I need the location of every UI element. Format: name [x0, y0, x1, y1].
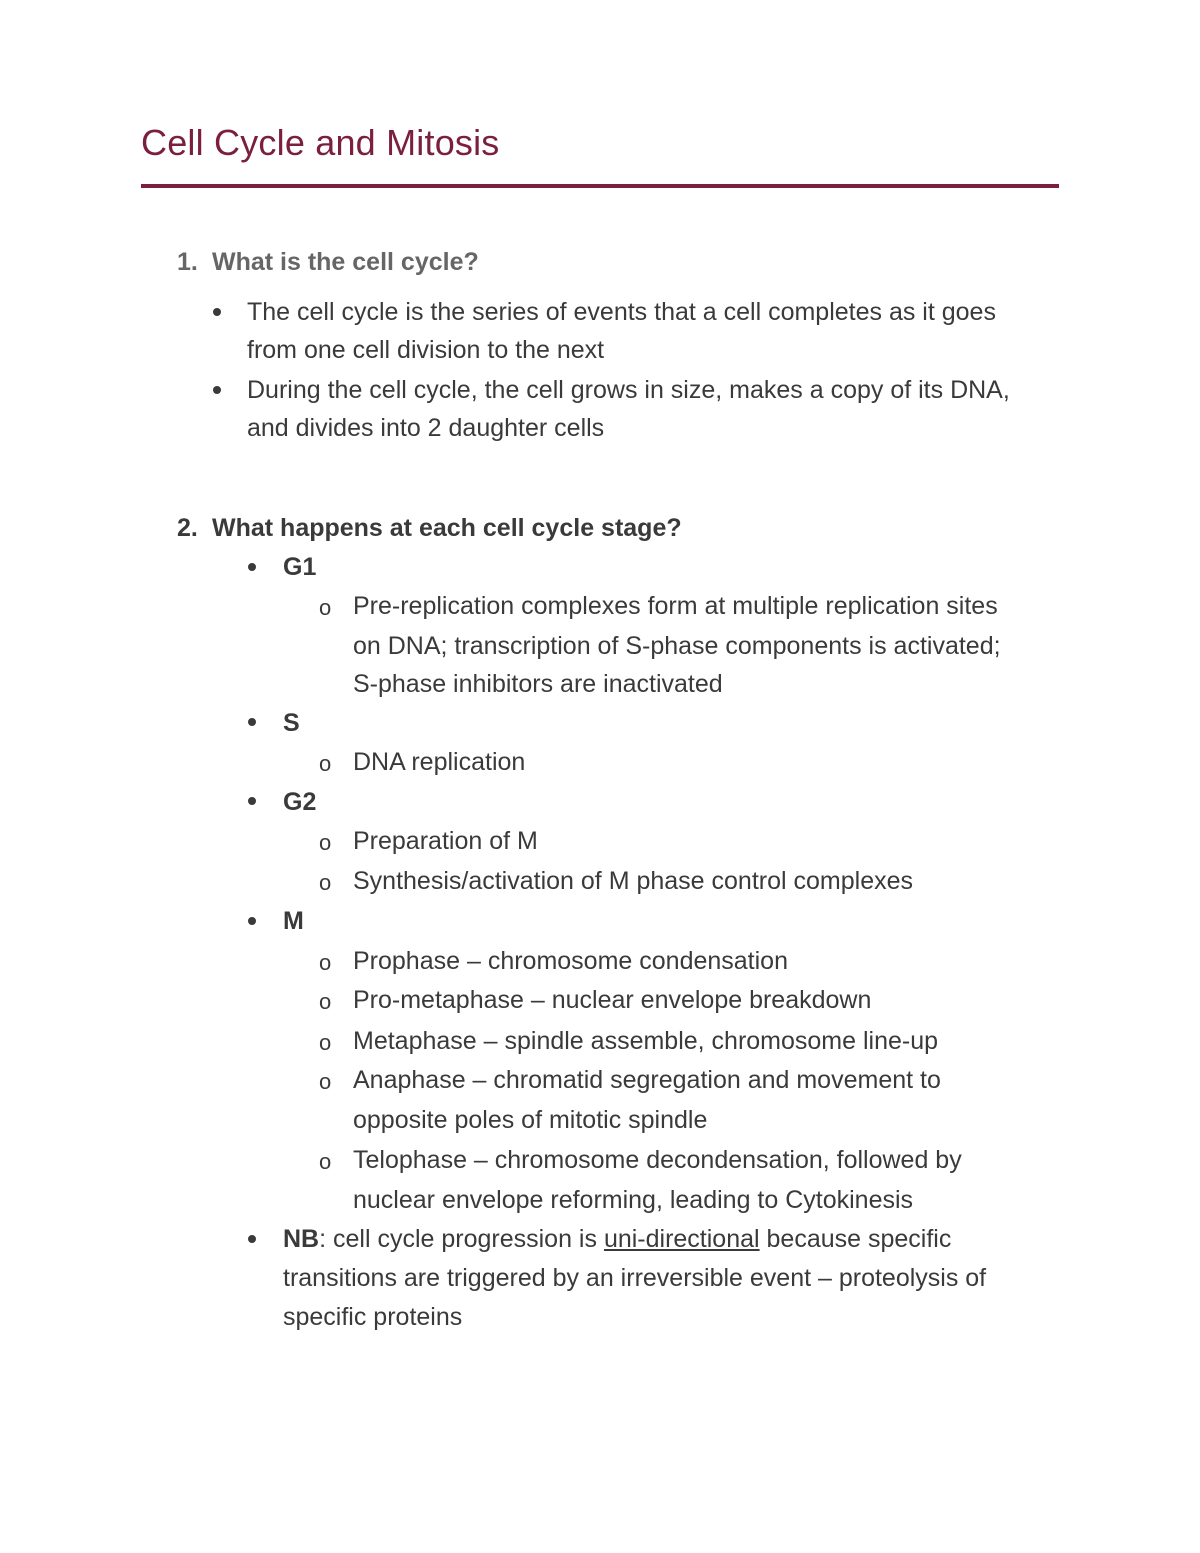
g1-item-1-line-2: on DNA; transcription of S-phase components is activated;: [353, 632, 1001, 660]
stage-label-m: M: [283, 907, 304, 935]
bullet-icon: [248, 1235, 256, 1243]
s1-bullet-1-line-2: from one cell division to the next: [247, 336, 605, 364]
g1-item-1-line-3: S-phase inhibitors are inactivated: [353, 670, 723, 698]
note-text-before: : cell cycle progression is: [319, 1225, 604, 1253]
sub-bullet-icon: o: [319, 1069, 332, 1094]
note-line-2: transitions are triggered by an irreversible event – proteolysis of: [283, 1264, 987, 1292]
section-2-question: What happens at each cell cycle stage?: [212, 514, 682, 542]
stage-label-g1: G1: [283, 553, 317, 581]
sub-bullet-icon: o: [319, 989, 332, 1014]
m-item-telophase-line-1: Telophase – chromosome decondensation, followed by: [353, 1146, 962, 1174]
page-title: Cell Cycle and Mitosis: [141, 122, 500, 163]
g1-item-1-line-1: Pre-replication complexes form at multiple replication sites: [353, 592, 998, 620]
note-underlined: uni-directional: [603, 1225, 760, 1253]
section-2-number: 2.: [177, 514, 198, 542]
m-item-prometaphase: Pro-metaphase – nuclear envelope breakdown: [353, 986, 872, 1014]
bullet-icon: [213, 308, 221, 316]
note-text-after: because specific: [759, 1225, 952, 1253]
m-item-metaphase: Metaphase – spindle assemble, chromosome line-up: [353, 1027, 939, 1055]
stage-label-g2: G2: [283, 788, 317, 816]
s1-bullet-1-line-1: The cell cycle is the series of events that a cell completes as it goes: [247, 298, 996, 326]
s1-bullet-2-line-2: and divides into 2 daughter cells: [247, 414, 605, 442]
g2-item-2: Synthesis/activation of M phase control complexes: [353, 867, 913, 895]
m-item-anaphase-line-2: opposite poles of mitotic spindle: [353, 1106, 708, 1134]
section-1-number: 1.: [177, 248, 198, 276]
stage-label-s: S: [283, 709, 300, 737]
note-line-1: [283, 1220, 951, 1258]
m-item-telophase-line-2: nuclear envelope reforming, leading to Cytokinesis: [353, 1186, 914, 1214]
sub-bullet-icon: o: [319, 595, 332, 620]
s-item-1: DNA replication: [353, 748, 526, 776]
section-1-question: What is the cell cycle?: [212, 248, 479, 276]
sub-bullet-icon: o: [319, 1030, 332, 1055]
s1-bullet-2-line-1: During the cell cycle, the cell grows in size, makes a copy of its DNA,: [247, 376, 1010, 404]
m-item-prophase: Prophase – chromosome condensation: [353, 947, 788, 975]
title-divider: [141, 184, 1059, 188]
bullet-icon: [248, 797, 256, 805]
bullet-icon: [213, 386, 221, 394]
note-label: NB: [283, 1225, 320, 1253]
m-item-anaphase-line-1: Anaphase – chromatid segregation and movement to: [353, 1066, 941, 1094]
bullet-icon: [248, 718, 256, 726]
sub-bullet-icon: o: [319, 1149, 332, 1174]
g2-item-1: Preparation of M: [353, 827, 538, 855]
sub-bullet-icon: o: [319, 830, 332, 855]
note-line-3: specific proteins: [283, 1303, 463, 1331]
sub-bullet-icon: o: [319, 751, 332, 776]
bullet-icon: [248, 563, 256, 571]
bullet-icon: [248, 917, 256, 925]
sub-bullet-icon: o: [319, 870, 332, 895]
sub-bullet-icon: o: [319, 950, 332, 975]
